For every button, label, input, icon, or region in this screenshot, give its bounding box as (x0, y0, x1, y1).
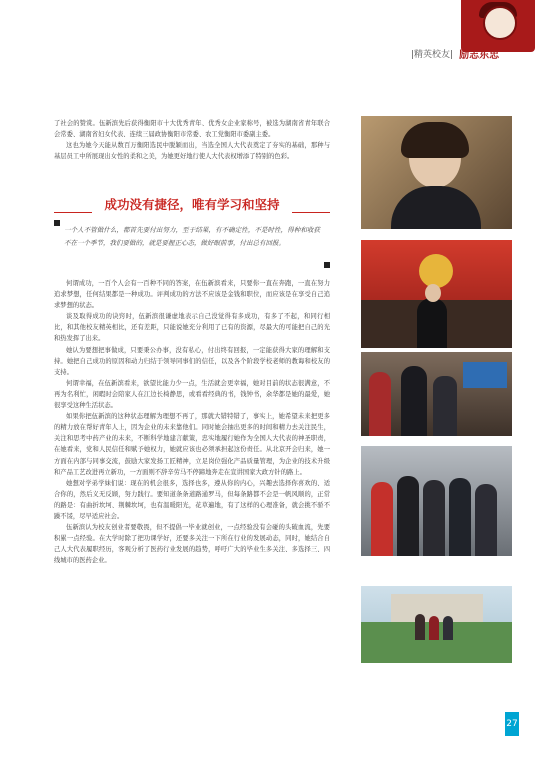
paragraph: 如果你把伍新滨的这种状态理解为理想不再了，那就大错特错了，事实上，她希望未来把更多的精力放在帮好青年人上，因为企业的未来靠他们。同时她会抽出更多的时间和精力去关注民生，关注和思考中药产业的未来，不断科学地建言献策，忠实地履行她作为全国人大代表的神圣职责，在她看来，党和人民信任和赋予她权力，她就应该也必须承担起这份责任。从北京开会归来，她一方面在内部与同事交流，鼓励大家发扬工匠精神，立足岗位强化产品质量管理，为企业的技术升级和产品工艺改进再立新功，一方面则不辞辛劳马不停蹄地奔走在宣讲国家大政方针的路上。 (54, 413, 330, 476)
page-number: 27 (505, 712, 519, 736)
quote-box (54, 220, 330, 268)
article-bottom-column (54, 278, 330, 566)
heading-rule-right (292, 212, 330, 213)
header-logo (461, 0, 535, 52)
paragraph: 她认为要想把事做成，只要秉公办事，没有私心，付出终有回报，一定能获得大家的理解和支持。她把自己成功的原因和动力归结于领导同事们的信任，以及各个阶段学校老师的教诲和校友的支持。 (54, 346, 330, 376)
paragraph: 何谓幸福，在伍新滨看来，欲望比能力少一点，生活就会更幸福，她对目前的状态很满意，不再为名利忙，闲暇时会陪家人在江边长椅静思，或看看经典的书，钱钟书，余华都是她的最爱，她很享受这种生活状态。 (54, 379, 330, 410)
quote-open-mark (54, 220, 60, 226)
paragraph: 了社会的赞赏。伍新滨先后获得衡阳市十大优秀青年、优秀女企业家称号，被选为湖南省青年联合会常委、湖南省妇女代表、连续三届政协衡阳市常委、农工党衡阳市委副主委。 (54, 120, 330, 139)
brand-text: 励志东忠 (459, 50, 500, 61)
portrait-logo-icon (483, 6, 517, 40)
article-top-column (54, 118, 330, 162)
heading-rule-left (54, 212, 92, 213)
meeting-crowd-photo (361, 352, 512, 436)
section-label: |精英校友| (411, 50, 454, 60)
group-outdoor-photo (361, 446, 512, 556)
paragraph: 她想对学弟学妹们说：现在的机会很多，选择也多，遵从你的内心，兴趣去选择你喜欢的、适合你的，然后义无反顾，努力践行。要知道条条道路通罗马，但每条路都不会是一帆风顺的，正常的路是：有曲折坎坷、荆棘坎坷，也有温暖阳光，花草遍地，有了这样的心理准备，就会挑不骄不躁不馁，尽早适应社会。 (54, 479, 330, 520)
paragraph: 伍新滨认为校友创业者要敬畏，但不提倡一毕业就创业，一点经验没有会碰的头破血流，先要积累一点经验。在大学时除了把功课学好，还要多关注一下所在行业的发展动态，同时，她结合自己人大代表履职经历，客观分析了医药行业发展的趋势，呼吁广大的毕业生多关注、多选择三、四线城市的医药企业。 (54, 524, 330, 565)
section-tag (411, 46, 499, 61)
paragraph: 何谓成功，一百个人会有一百种不同的答案，在伍新滨看来，只要你一直在奔跑，一直在努力追求梦想，任何结果都是一种成功。评判成功的方法不应该是金钱和职位，而应该是在享受自己追求梦想的状态。 (54, 280, 330, 310)
campus-photo (361, 586, 512, 663)
section-heading: 成功没有捷径，唯有学习和坚持 (104, 197, 280, 212)
congress-hall-photo (361, 240, 512, 348)
paragraph: 这也为她今天能从数百万衡阳选民中脱颖而出，当选全国人大代表奠定了夯实的基础，那种与基层员工中所展现出女性的柔和之美，为她更好地行使人大代表权增添了特别的色彩。 (54, 142, 330, 161)
portrait-photo (361, 116, 512, 229)
paragraph: 谈及取得成功的诀窍时，伍新滨很谦虚地表示自己没觉得有多成功，有多了不起，和同行相比，和其他校友精英相比，还有差距，只能说她充分利用了已有的资源，尽最大的可能把自己的光和热发挥了出来。 (54, 313, 330, 343)
quote-close-mark (324, 262, 330, 268)
quote-text: 一个人不管做什么，都首先要付出努力，至于结果，有不确定性，不是时性，得种和收获不在一个季节，我们要做的，就是要握正心态，做好眼前事，付出总有回报。 (64, 226, 320, 247)
